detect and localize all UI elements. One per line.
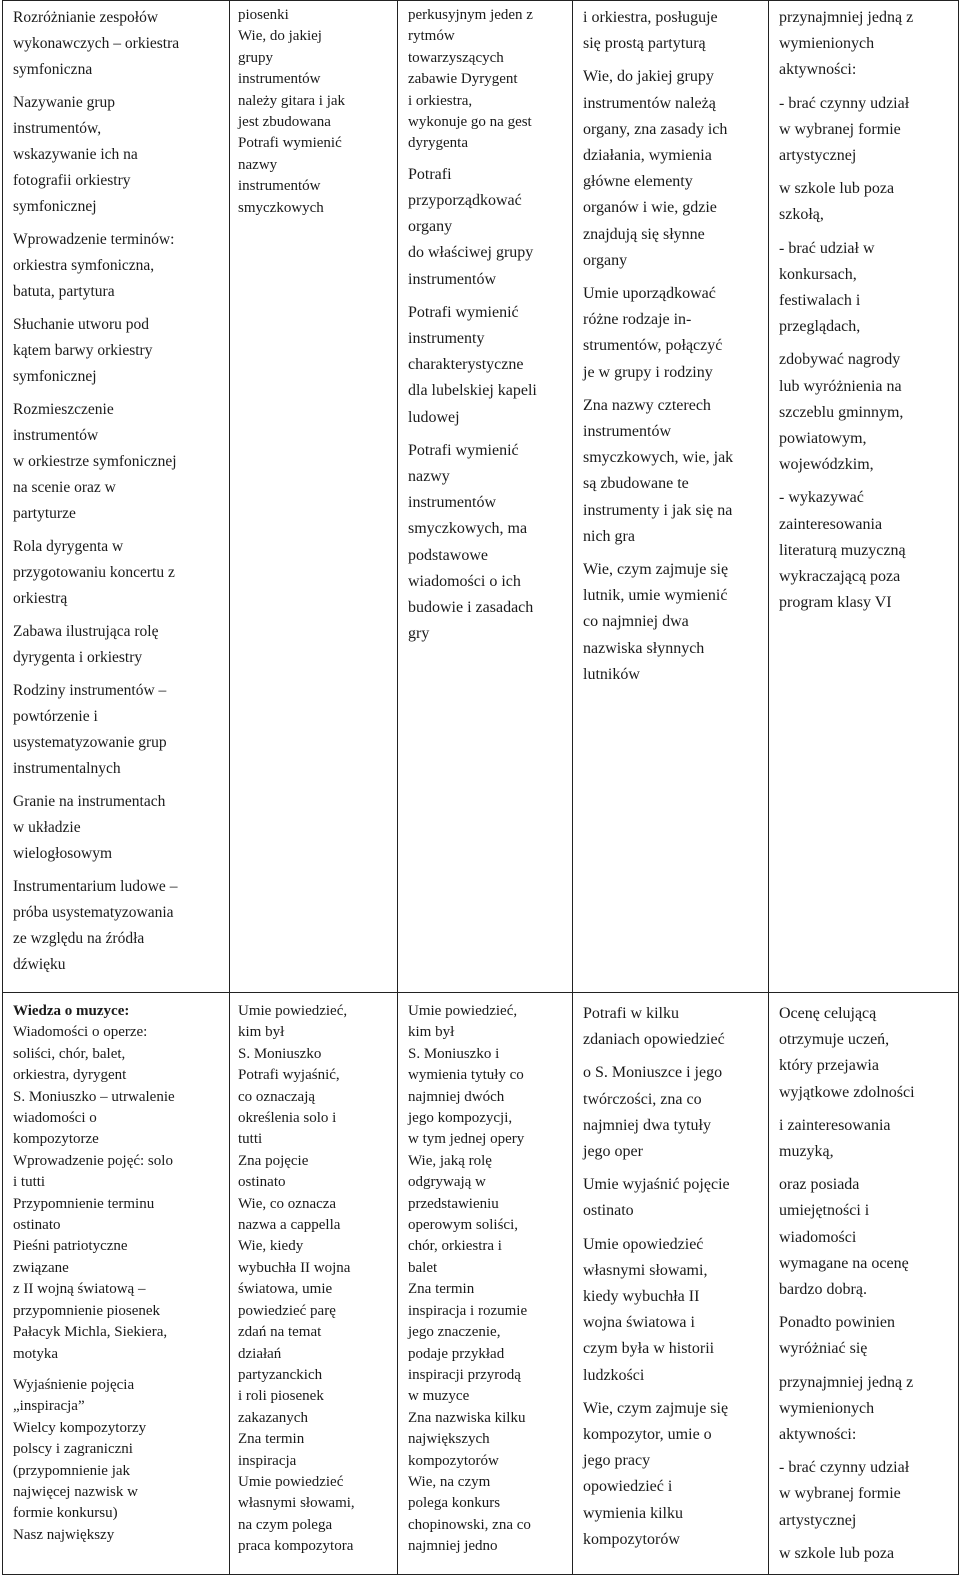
- text-paragraph: [779, 347, 954, 478]
- row1-col1: [3, 1, 229, 978]
- text-line: zdań na temat: [238, 1324, 322, 1341]
- text-line: w szkole lub poza: [779, 1544, 895, 1562]
- text-paragraph: [408, 5, 568, 155]
- text-paragraph: [408, 1001, 568, 1558]
- text-line: Wie, czym zajmuje się: [583, 561, 729, 579]
- text-line: artystycznej: [779, 147, 857, 165]
- text-line: formie konkursu): [13, 1505, 118, 1522]
- text-line: dyrygenta: [408, 135, 468, 152]
- text-line: nich gra: [583, 527, 635, 545]
- text-line: Wie, kiedy: [238, 1238, 304, 1255]
- text-line: własnymi słowami,: [583, 1261, 708, 1279]
- text-line: przynajmniej jedną z: [779, 1373, 914, 1391]
- text-line: umiejętności i: [779, 1202, 870, 1220]
- text-line: nazwiska słynnych: [583, 639, 705, 657]
- text-line: ludowej: [408, 408, 460, 426]
- text-line: działania, wymienia: [583, 147, 712, 165]
- text-line: przypomnienie piosenek: [13, 1302, 161, 1319]
- row2-col1: [13, 1022, 225, 1546]
- row2-col4: [573, 997, 768, 1553]
- table-row: [3, 1, 959, 993]
- row1-col2: [230, 1, 397, 219]
- text-line: wymagane na ocenę: [779, 1254, 909, 1272]
- text-line: najmniej dwóch: [408, 1088, 505, 1105]
- text-line: najwięcej nazwisk w: [13, 1483, 138, 1500]
- text-paragraph: [13, 397, 225, 527]
- text-line: motyka: [13, 1345, 58, 1362]
- text-line: kompozytorze: [13, 1131, 99, 1148]
- text-line: aktywności:: [779, 61, 857, 79]
- text-paragraph: [779, 1113, 954, 1165]
- row2-col5: [769, 997, 958, 1567]
- row2-col3: [398, 997, 572, 1558]
- text-line: który przejawia: [779, 1057, 879, 1075]
- text-line: S. Moniuszko: [238, 1045, 322, 1062]
- text-line: wojna światowa i: [583, 1314, 695, 1332]
- row1-col5: [769, 1, 958, 616]
- text-line: „inspiracja”: [13, 1398, 85, 1415]
- text-line: Wyjaśnienie pojęcia: [13, 1376, 135, 1393]
- text-line: lutnik, umie wymienić: [583, 587, 728, 605]
- table-row: [3, 993, 959, 1575]
- text-line: co najmniej dwa: [583, 613, 689, 631]
- row1-col4: [573, 1, 768, 688]
- text-line: budowie i zasadach: [408, 599, 534, 617]
- text-line: Ponadto powinien: [779, 1314, 895, 1332]
- text-paragraph: [779, 1370, 954, 1449]
- text-line: Zna nazwy czterech: [583, 396, 711, 414]
- text-line: muzyką,: [779, 1143, 834, 1161]
- text-line: instrumentów: [408, 494, 496, 512]
- text-line: towarzyszących: [408, 49, 504, 66]
- text-line: polscy i zagraniczni: [13, 1441, 133, 1458]
- text-line: inspiracja: [238, 1452, 297, 1469]
- text-line: instrumentów,: [13, 120, 102, 137]
- text-line: otrzymuje uczeń,: [779, 1031, 890, 1049]
- text-line: instrumentów: [408, 270, 496, 288]
- text-paragraph: [13, 789, 225, 867]
- text-line: Wiadomości o operze:: [13, 1024, 148, 1041]
- text-line: - wykazywać: [779, 489, 864, 507]
- cell: [398, 993, 573, 1575]
- text-line: na scenie oraz w: [13, 479, 116, 496]
- text-line: Wie, jaką rolę: [408, 1152, 492, 1169]
- text-line: piosenki: [238, 7, 289, 23]
- text-line: ostinato: [13, 1217, 61, 1234]
- text-line: partyturze: [13, 505, 76, 522]
- text-paragraph: [13, 90, 225, 220]
- text-line: znajdują się słynne: [583, 225, 705, 243]
- text-line: organy: [408, 218, 453, 236]
- text-line: powiatowym,: [779, 430, 867, 448]
- text-line: przynajmniej jedną z: [779, 9, 914, 26]
- text-paragraph: [408, 300, 568, 431]
- text-line: balet: [408, 1259, 438, 1276]
- text-line: Wie, do jakiej grupy: [583, 68, 714, 86]
- text-paragraph: [583, 64, 764, 274]
- text-line: Pieśni patriotyczne: [13, 1238, 128, 1255]
- text-line: powtórzenie i: [13, 708, 98, 725]
- text-line: wskazywanie ich na: [13, 146, 138, 163]
- row1-col3: [398, 1, 572, 648]
- text-line: instrumentów: [13, 427, 99, 444]
- text-paragraph: [583, 281, 764, 386]
- text-line: chór, orkiestra i: [408, 1238, 502, 1255]
- text-line: orkiestra, dyrygent: [13, 1067, 127, 1084]
- text-line: główne elementy: [583, 173, 693, 191]
- text-line: Potrafi w kilku: [583, 1005, 679, 1022]
- text-line: - brać czynny udział: [779, 1459, 910, 1477]
- text-paragraph: [779, 1541, 954, 1567]
- text-line: w tym jednej opery: [408, 1131, 525, 1148]
- text-line: - brać czynny udział: [779, 94, 910, 112]
- text-line: instrumentów: [583, 423, 671, 441]
- text-line: Wie, co oznacza: [238, 1195, 337, 1212]
- text-line: charakterystyczne: [408, 356, 524, 374]
- text-line: kompozytorów: [583, 1530, 680, 1548]
- text-line: artystycznej: [779, 1511, 857, 1529]
- section-heading: Wiedza o muzyce:: [13, 1003, 130, 1019]
- text-paragraph: [13, 5, 225, 83]
- text-line: S. Moniuszko i: [408, 1045, 500, 1062]
- text-line: chopinowski, zna co: [408, 1516, 531, 1533]
- text-line: szkołą,: [779, 206, 824, 224]
- text-line: światowa, umie: [238, 1281, 333, 1298]
- text-paragraph: [238, 5, 393, 219]
- text-line: o S. Moniuszce i jego: [583, 1064, 723, 1082]
- text-line: grupy: [238, 49, 273, 66]
- text-line: smyczkowych: [238, 199, 324, 216]
- text-paragraph: [583, 5, 764, 57]
- text-line: najmniej jedno: [408, 1538, 498, 1555]
- text-line: Potrafi: [408, 165, 452, 183]
- text-line: zabawie Dyrygent: [408, 71, 518, 88]
- text-line: operowym soliści,: [408, 1217, 518, 1234]
- text-line: zakazanych: [238, 1409, 308, 1426]
- text-line: przeglądach,: [779, 318, 861, 336]
- text-line: tutti: [238, 1131, 263, 1148]
- text-paragraph: [779, 176, 954, 228]
- text-line: i orkiestra, posługuje: [583, 9, 718, 26]
- text-line: instrumentów należą: [583, 94, 716, 112]
- cell: [573, 993, 769, 1575]
- text-line: wymienionych: [779, 35, 875, 53]
- text-line: próba usystematyzowania: [13, 904, 174, 921]
- text-line: oraz posiada: [779, 1176, 860, 1194]
- text-line: batuta, partytura: [13, 283, 115, 300]
- text-line: dyrygenta i orkiestry: [13, 649, 143, 666]
- text-line: Granie na instrumentach: [13, 793, 166, 810]
- text-line: Potrafi wymienić: [408, 441, 519, 459]
- text-line: literaturą muzyczną: [779, 541, 906, 559]
- text-line: kim był: [408, 1024, 455, 1041]
- text-paragraph: [13, 619, 225, 671]
- text-line: i orkiestra,: [408, 92, 473, 109]
- text-line: praca kompozytora: [238, 1538, 354, 1555]
- text-line: Wie, na czym: [408, 1473, 491, 1490]
- text-line: Nasz największy: [13, 1526, 115, 1543]
- cell: [230, 993, 398, 1575]
- text-line: kompozytor, umie o: [583, 1426, 712, 1444]
- text-line: różne rodzaje in-: [583, 311, 692, 329]
- text-paragraph: [13, 1375, 225, 1546]
- text-line: - brać udział w: [779, 239, 875, 257]
- text-line: czym była w historii: [583, 1340, 715, 1358]
- text-line: z II wojną światową –: [13, 1281, 146, 1298]
- text-line: przedstawieniu: [408, 1195, 499, 1212]
- text-paragraph: [583, 1396, 764, 1553]
- text-line: należy gitara i jak: [238, 92, 346, 109]
- text-line: wojewódzkim,: [779, 456, 874, 474]
- text-line: (przypomnienie jak: [13, 1462, 131, 1479]
- text-line: program klasy VI: [779, 594, 892, 612]
- text-line: wykonuje go na gest: [408, 114, 532, 131]
- text-line: Zabawa ilustrująca rolę: [13, 623, 159, 640]
- text-line: Pałacyk Michla, Siekiera,: [13, 1324, 168, 1341]
- text-line: ludzkości: [583, 1366, 645, 1384]
- text-line: Zna termin: [408, 1281, 475, 1298]
- text-line: twórczości, zna co: [583, 1090, 702, 1108]
- text-line: instrumentów: [238, 71, 321, 88]
- text-line: ze względu na źródła: [13, 930, 145, 947]
- text-line: orkiestrą: [13, 590, 68, 607]
- text-line: wiadomości o ich: [408, 572, 521, 590]
- text-line: ostinato: [583, 1202, 634, 1220]
- text-line: zainteresowania: [779, 515, 883, 533]
- cell: [573, 1, 769, 993]
- text-line: Umie wyjaśnić pojęcie: [583, 1176, 730, 1194]
- text-line: dźwięku: [13, 956, 66, 973]
- text-line: inspiracji przyrodą: [408, 1366, 521, 1383]
- text-line: festiwalach i: [779, 292, 861, 310]
- text-line: perkusyjnym jeden z: [408, 7, 533, 23]
- text-line: usystematyzowanie grup: [13, 734, 167, 751]
- text-line: rytmów: [408, 28, 455, 45]
- text-line: zdaniach opowiedzieć: [583, 1031, 725, 1049]
- text-line: Umie uporządkować: [583, 285, 716, 303]
- text-line: orkiestra symfoniczna,: [13, 257, 155, 274]
- text-line: symfonicznej: [13, 368, 97, 385]
- text-line: wykonawczych – orkiestra: [13, 35, 180, 52]
- text-line: instrumentalnych: [13, 760, 121, 777]
- text-paragraph: [779, 1310, 954, 1362]
- text-paragraph: [13, 678, 225, 782]
- text-line: wymienia tytuły co: [408, 1067, 524, 1084]
- text-line: Ocenę celującą: [779, 1005, 877, 1022]
- text-paragraph: [13, 874, 225, 978]
- text-line: bardzo dobrą.: [779, 1281, 867, 1299]
- text-line: zdobywać nagrody: [779, 351, 901, 369]
- text-line: Wie, czym zajmuje się: [583, 1399, 729, 1417]
- text-line: instrumentów: [238, 178, 321, 195]
- text-line: Rola dyrygenta w: [13, 538, 124, 555]
- text-paragraph: [583, 1060, 764, 1165]
- text-line: Rozróżnianie zespołów: [13, 9, 159, 26]
- text-line: Potrafi wymienić: [238, 135, 342, 152]
- text-line: jest zbudowana: [238, 114, 331, 131]
- text-line: wielogłosowym: [13, 845, 113, 862]
- text-line: związane: [13, 1259, 69, 1276]
- text-line: dla lubelskiej kapeli: [408, 382, 537, 400]
- text-line: aktywności:: [779, 1426, 857, 1444]
- text-line: lutników: [583, 665, 640, 683]
- text-paragraph: [583, 1001, 764, 1053]
- text-paragraph: [779, 1001, 954, 1106]
- text-line: kątem barwy orkiestry: [13, 342, 153, 359]
- text-paragraph: [408, 438, 568, 648]
- curriculum-table: [2, 0, 959, 1575]
- text-line: opowiedzieć i: [583, 1478, 673, 1496]
- cell: [769, 993, 959, 1575]
- text-line: nazwy: [238, 156, 278, 173]
- text-line: i tutti: [13, 1174, 46, 1191]
- text-line: Wielcy kompozytorzy: [13, 1419, 147, 1436]
- text-line: Zna termin: [238, 1431, 305, 1448]
- text-line: Nazywanie grup: [13, 94, 115, 111]
- text-line: strumentów, połączyć: [583, 337, 723, 355]
- text-paragraph: [13, 227, 225, 305]
- text-line: podaje przykład: [408, 1345, 505, 1362]
- text-line: wybuchła II wojna: [238, 1259, 351, 1276]
- text-line: w orkiestrze symfonicznej: [13, 453, 177, 470]
- text-line: Słuchanie utworu pod: [13, 316, 150, 333]
- text-line: inspiracja i rozumie: [408, 1302, 528, 1319]
- text-line: jego kompozycji,: [408, 1110, 513, 1127]
- text-paragraph: [779, 236, 954, 341]
- text-line: jego znaczenie,: [408, 1324, 501, 1341]
- cell: [398, 1, 573, 993]
- text-line: podstawowe: [408, 546, 488, 564]
- row2-col2: [230, 997, 397, 1558]
- text-line: własnymi słowami,: [238, 1495, 355, 1512]
- text-line: w układzie: [13, 819, 81, 836]
- cell: [3, 993, 230, 1575]
- text-line: Rozmieszczenie: [13, 401, 114, 418]
- text-paragraph: [779, 485, 954, 616]
- text-line: wykraczającą poza: [779, 568, 901, 586]
- text-line: i zainteresowania: [779, 1116, 891, 1134]
- text-line: nazwa a cappella: [238, 1217, 341, 1234]
- text-line: największych: [408, 1431, 490, 1448]
- text-line: polega konkurs: [408, 1495, 501, 1512]
- text-line: Zna pojęcie: [238, 1152, 309, 1169]
- text-line: symfoniczna: [13, 61, 93, 78]
- text-line: szczeblu gminnym,: [779, 403, 904, 421]
- text-line: wymienia kilku: [583, 1504, 683, 1522]
- text-line: wiadomości: [779, 1228, 857, 1246]
- text-line: jego pracy: [583, 1452, 651, 1470]
- text-paragraph: [238, 1001, 393, 1558]
- text-line: S. Moniuszko – utrwalenie: [13, 1088, 175, 1105]
- text-line: działań: [238, 1345, 282, 1362]
- text-line: co oznaczają: [238, 1088, 316, 1105]
- text-line: ostinato: [238, 1174, 286, 1191]
- text-line: określenia solo i: [238, 1110, 337, 1127]
- text-line: instrumenty: [408, 330, 485, 348]
- text-line: nazwy: [408, 468, 450, 486]
- text-line: je w grupy i rodziny: [583, 363, 713, 381]
- text-line: partyzanckich: [238, 1366, 323, 1383]
- text-line: najmniej dwa tytuły: [583, 1116, 711, 1134]
- text-line: Umie powiedzieć: [238, 1473, 344, 1490]
- text-line: Zna nazwiska kilku: [408, 1409, 526, 1426]
- text-line: Potrafi wyjaśnić,: [238, 1067, 340, 1084]
- text-line: smyczkowych, wie, jak: [583, 449, 734, 467]
- text-paragraph: [779, 91, 954, 170]
- text-line: organy, zna zasady ich: [583, 120, 728, 138]
- text-paragraph: [583, 557, 764, 688]
- text-line: organów i wie, gdzie: [583, 199, 717, 217]
- text-paragraph: [583, 393, 764, 550]
- text-paragraph: [13, 1022, 225, 1365]
- text-paragraph: [779, 1172, 954, 1303]
- text-line: przyporządkować: [408, 192, 522, 210]
- text-line: wiadomości o: [13, 1110, 97, 1127]
- text-line: smyczkowych, ma: [408, 520, 528, 538]
- text-line: w szkole lub poza: [779, 180, 895, 198]
- text-paragraph: [13, 312, 225, 390]
- text-line: symfonicznej: [13, 198, 97, 215]
- text-line: fotografii orkiestry: [13, 172, 131, 189]
- text-line: Wprowadzenie pojęć: solo: [13, 1152, 173, 1169]
- text-paragraph: [408, 162, 568, 293]
- cell: [3, 1, 230, 993]
- text-line: gry: [408, 625, 430, 643]
- text-line: wyróżniać się: [779, 1340, 868, 1358]
- text-line: Instrumentarium ludowe –: [13, 878, 178, 895]
- text-line: w muzyce: [408, 1388, 470, 1405]
- text-line: lub wyróżnienia na: [779, 377, 902, 395]
- text-line: Przypomnienie terminu: [13, 1195, 155, 1212]
- cell: [769, 1, 959, 993]
- text-line: są zbudowane te: [583, 475, 689, 493]
- text-line: Umie opowiedzieć: [583, 1235, 704, 1253]
- text-line: instrumenty i jak się na: [583, 501, 733, 519]
- text-line: Wie, do jakiej: [238, 28, 322, 45]
- text-line: na czym polega: [238, 1516, 333, 1533]
- text-line: do właściwej grupy: [408, 244, 534, 262]
- text-line: organy: [583, 251, 628, 269]
- text-paragraph: [583, 1172, 764, 1224]
- cell: [230, 1, 398, 993]
- text-line: i roli piosenek: [238, 1388, 324, 1405]
- text-line: jego oper: [583, 1143, 643, 1161]
- text-line: Rodziny instrumentów –: [13, 682, 167, 699]
- text-line: Wprowadzenie terminów:: [13, 231, 175, 248]
- text-paragraph: [13, 534, 225, 612]
- text-line: konkursach,: [779, 265, 857, 283]
- text-line: się prostą partyturą: [583, 35, 706, 53]
- text-line: wyjątkowe zdolności: [779, 1083, 915, 1101]
- text-line: kiedy wybuchła II: [583, 1288, 700, 1306]
- text-line: Potrafi wymienić: [408, 303, 519, 321]
- text-line: powiedzieć parę: [238, 1302, 336, 1319]
- text-line: przygotowaniu koncertu z: [13, 564, 175, 581]
- text-line: Umie powiedzieć,: [408, 1003, 518, 1019]
- text-paragraph: [779, 1455, 954, 1534]
- text-line: Umie powiedzieć,: [238, 1003, 348, 1019]
- text-line: wymienionych: [779, 1399, 875, 1417]
- text-line: kim był: [238, 1024, 285, 1041]
- text-paragraph: [583, 1232, 764, 1389]
- text-line: w wybranej formie: [779, 120, 901, 138]
- text-line: kompozytorów: [408, 1452, 499, 1469]
- text-line: soliści, chór, balet,: [13, 1045, 126, 1062]
- text-paragraph: [779, 5, 954, 84]
- text-line: odgrywają w: [408, 1174, 486, 1191]
- text-line: w wybranej formie: [779, 1485, 901, 1503]
